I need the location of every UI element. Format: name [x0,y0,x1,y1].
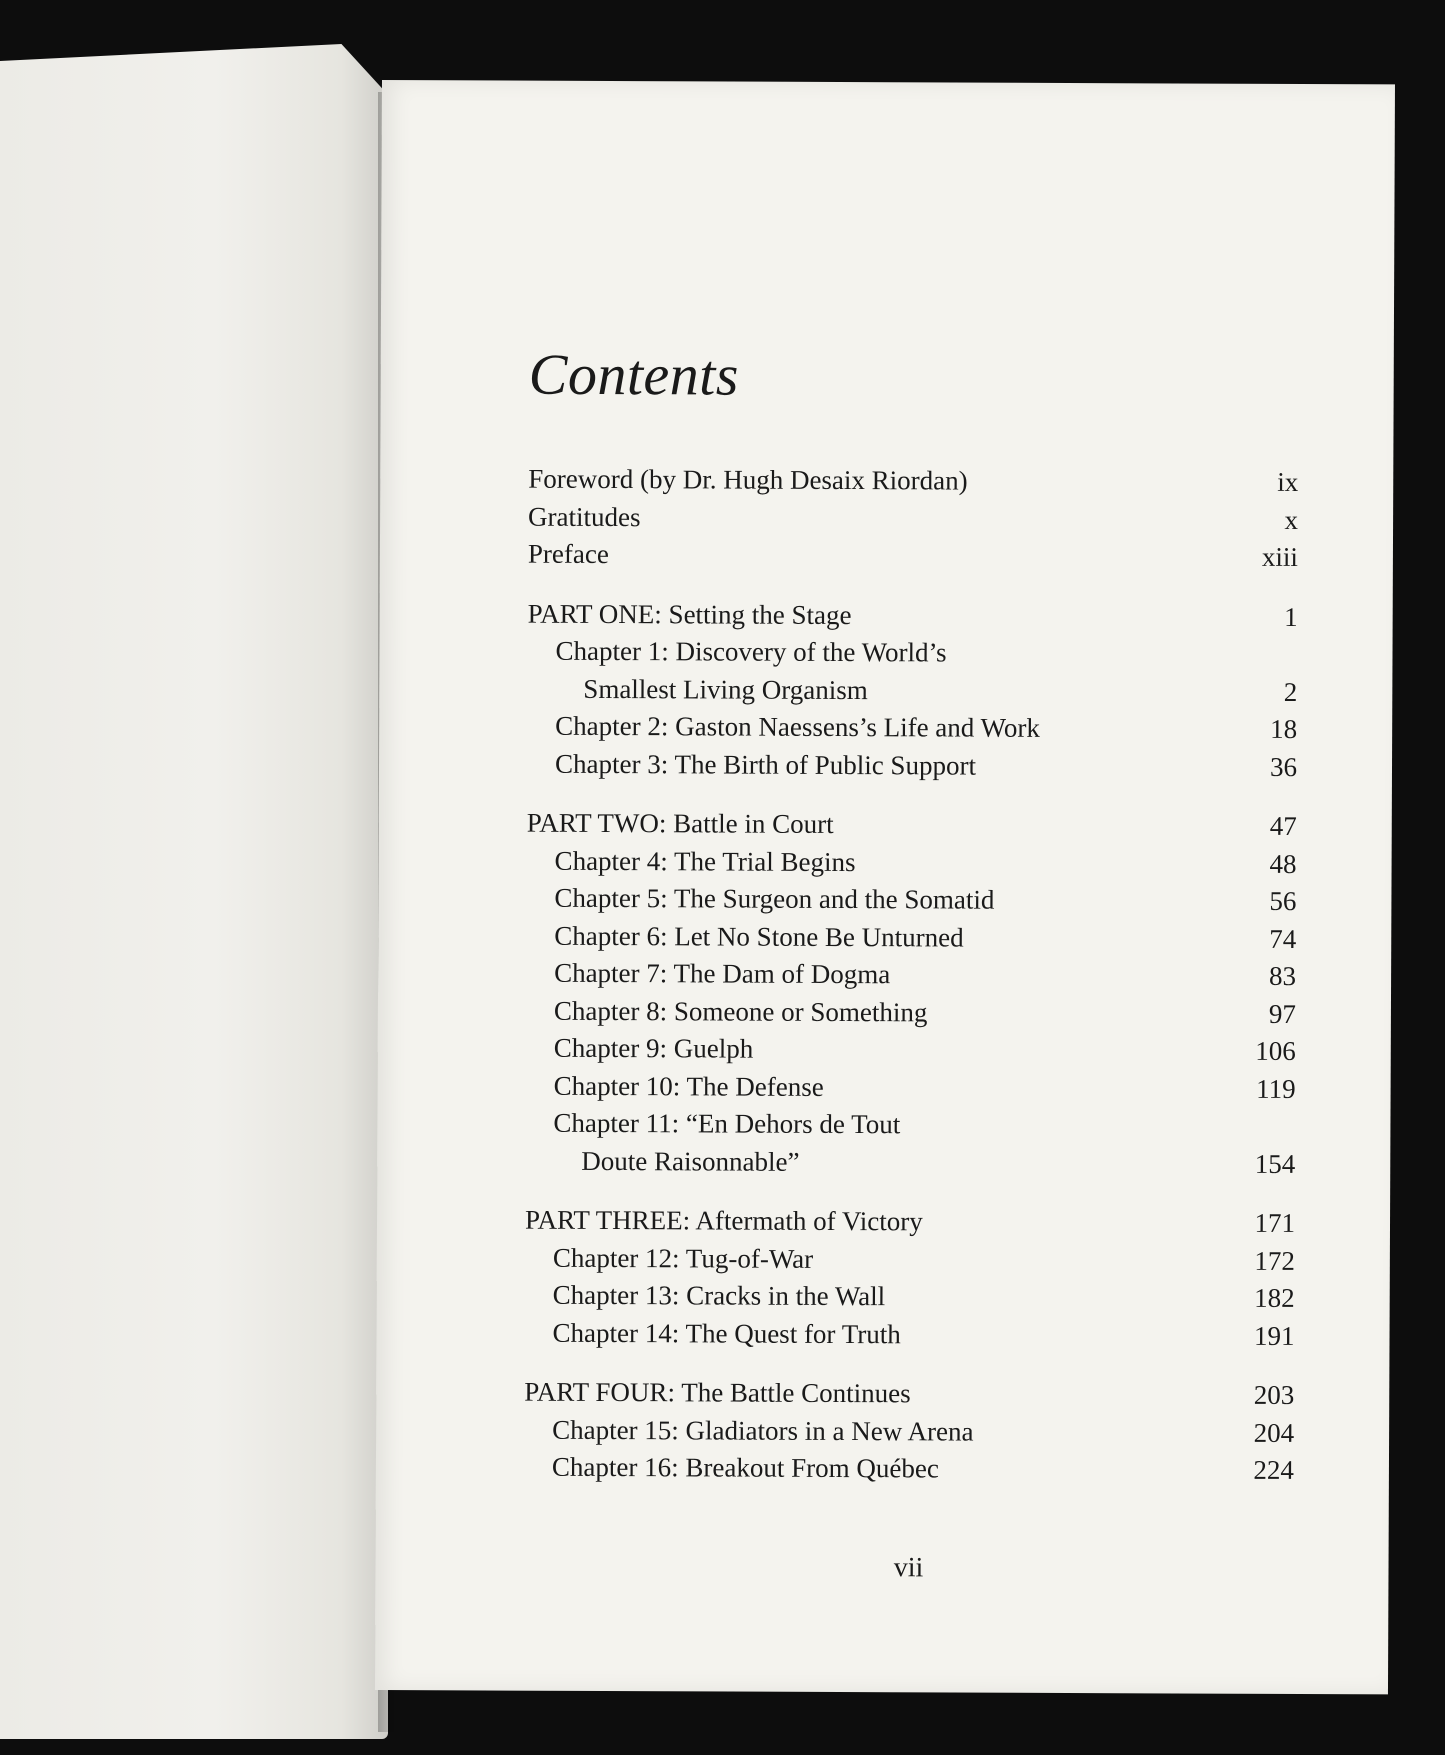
toc-entry-page-number: 18 [1270,713,1298,744]
toc-entry-title: Chapter 9: Guelph [553,1032,754,1064]
toc-entry-page-number: 47 [1269,810,1297,841]
table-of-contents [524,461,1298,1490]
toc-entry-part [528,595,1298,636]
toc-entry-chapter [524,1449,1294,1490]
toc-entry-part [525,1202,1295,1243]
toc-entry-chapter [525,1239,1295,1280]
toc-entry-chapter [527,633,1297,674]
toc-entry-page-number: xiii [1261,541,1298,573]
toc-entry-chapter [526,880,1296,921]
toc-entry-page-number: 119 [1256,1073,1296,1104]
toc-entry-page-number: 74 [1269,923,1297,954]
toc-entry-chapter [526,992,1296,1033]
toc-entry-front [528,498,1298,539]
toc-entry-page-number: 203 [1253,1379,1295,1410]
toc-entry-page-number: 83 [1269,960,1297,991]
toc-entry-title: Chapter 12: Tug-of-War [552,1242,814,1274]
toc-entry-page-number: 204 [1253,1417,1295,1448]
toc-entry-title: Chapter 1: Discovery of the World’s [555,635,947,668]
toc-entry-page-number: 154 [1254,1148,1296,1179]
toc-entry-title: Chapter 7: The Dam of Dogma [554,957,891,990]
toc-entry-title: Smallest Living Organism [583,673,868,705]
toc-entry-title: Chapter 3: The Birth of Public Support [554,748,977,781]
toc-entry-title: PART ONE: Setting the Stage [527,598,852,630]
contents-page-content [523,81,1300,1694]
page-number: vii [893,1552,924,1584]
toc-entry-front [528,536,1298,577]
page-title: Contents [528,341,740,408]
toc-entry-page-number: 172 [1254,1245,1295,1276]
toc-entry-front [528,461,1298,502]
toc-entry-page-number: 191 [1253,1320,1295,1351]
toc-entry-part [527,805,1297,846]
toc-entry-continuation [527,670,1297,711]
toc-entry-chapter [526,1067,1296,1108]
left-page [0,44,388,1739]
toc-entry-title: Chapter 5: The Surgeon and the Somatid [554,882,995,915]
toc-entry-title: Foreword (by Dr. Hugh Desaix Riordan) [528,463,968,496]
toc-entry-chapter [527,842,1297,883]
toc-entry-title: Chapter 10: The Defense [553,1070,824,1102]
toc-entry-title: Chapter 8: Someone or Something [553,995,928,1027]
toc-entry-title: Chapter 6: Let No Stone Be Unturned [554,920,964,953]
toc-entry-page-number: 48 [1269,848,1297,879]
toc-entry-page-number: x [1284,504,1299,535]
toc-entry-page-number: 1 [1284,601,1298,632]
toc-entry-page-number: 224 [1253,1454,1295,1485]
toc-entry-page-number: 56 [1269,885,1297,916]
toc-entry-part [524,1374,1294,1415]
toc-entry-chapter [527,745,1297,786]
toc-entry-chapter [524,1411,1294,1452]
toc-entry-title: PART TWO: Battle in Court [526,807,834,839]
toc-entry-chapter [525,1277,1295,1318]
toc-entry-title: Chapter 14: The Quest for Truth [552,1317,901,1349]
toc-entry-page-number: 171 [1254,1207,1296,1238]
toc-entry-title: Chapter 11: “En Dehors de Tout [553,1107,901,1140]
toc-entry-page-number: ix [1277,466,1299,498]
toc-entry-page-number: 97 [1268,998,1297,1029]
toc-entry-title: Doute Raisonnable” [581,1145,800,1177]
toc-entry-continuation [525,1142,1295,1183]
toc-entry-title: Chapter 16: Breakout From Québec [551,1451,939,1484]
toc-entry-title: Chapter 15: Gladiators in a New Arena [552,1414,974,1447]
toc-entry-chapter [526,917,1296,958]
toc-entry-title: Chapter 13: Cracks in the Wall [552,1279,886,1312]
toc-entry-page-number: 106 [1255,1035,1296,1066]
toc-entry-title: Chapter 4: The Trial Begins [554,845,856,877]
toc-entry-chapter [524,1314,1294,1355]
toc-entry-page-number: 36 [1269,751,1298,782]
toc-entry-title: Gratitudes [528,501,641,532]
toc-entry-title: PART FOUR: The Battle Continues [524,1376,911,1409]
toc-entry-page-number: 182 [1254,1282,1295,1313]
toc-entry-chapter [526,955,1296,996]
toc-entry-chapter [527,708,1297,749]
toc-entry-title: PART THREE: Aftermath of Victory [524,1204,923,1237]
toc-entry-title: Preface [527,538,609,569]
toc-entry-page-number: 2 [1283,676,1298,707]
toc-entry-chapter [526,1030,1296,1071]
right-page [375,80,1395,1694]
toc-entry-chapter [525,1105,1295,1146]
toc-entry-title: Chapter 2: Gaston Naessens’s Life and Work [555,710,1040,743]
